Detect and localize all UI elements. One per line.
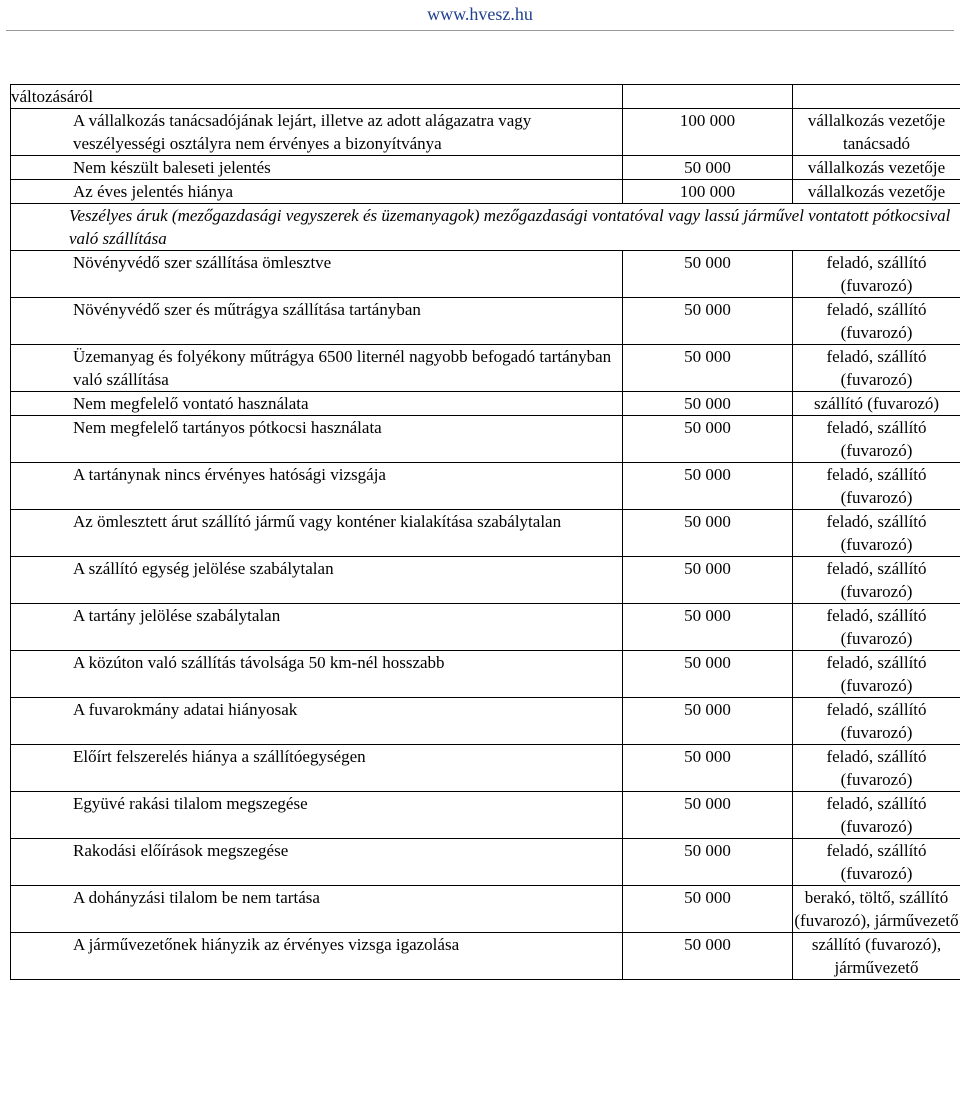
item-number bbox=[11, 557, 73, 580]
item-text bbox=[11, 463, 622, 486]
amount-cell: 50 000 bbox=[623, 251, 793, 298]
item-text bbox=[11, 604, 622, 627]
table-row bbox=[11, 745, 960, 792]
amount-cell: 50 000 bbox=[623, 933, 793, 980]
item-text bbox=[11, 416, 622, 439]
table-row bbox=[11, 604, 960, 651]
item-number bbox=[11, 886, 73, 909]
item-description: A tartánynak nincs érvényes hatósági vizsgája bbox=[73, 465, 386, 484]
description-cell bbox=[11, 109, 623, 156]
continuation-cell bbox=[11, 85, 623, 109]
responsible-cell: szállító (fuvarozó), járművezető bbox=[793, 933, 960, 980]
item-text bbox=[11, 109, 622, 155]
amount-cell: 50 000 bbox=[623, 886, 793, 933]
responsible-cell: feladó, szállító (fuvarozó) bbox=[793, 251, 960, 298]
site-header[interactable]: www.hvesz.hu bbox=[427, 4, 533, 24]
description-cell bbox=[11, 345, 623, 392]
item-text bbox=[11, 933, 622, 956]
table-row bbox=[11, 345, 960, 392]
amount-cell: 50 000 bbox=[623, 557, 793, 604]
item-description: Növényvédő szer és műtrágya szállítása tartányban bbox=[73, 300, 421, 319]
table-row bbox=[11, 933, 960, 980]
amount-cell: 50 000 bbox=[623, 651, 793, 698]
table-row bbox=[11, 392, 960, 416]
description-cell bbox=[11, 416, 623, 463]
item-description: Üzemanyag és folyékony műtrágya 6500 liternél nagyobb befogadó tartányban való szállítása bbox=[73, 347, 612, 389]
responsible-cell: feladó, szállító (fuvarozó) bbox=[793, 651, 960, 698]
item-description: A fuvarokmány adatai hiányosak bbox=[73, 700, 298, 719]
item-description: A szállító egység jelölése szabálytalan bbox=[73, 559, 334, 578]
description-cell bbox=[11, 557, 623, 604]
item-description: A dohányzási tilalom be nem tartása bbox=[73, 888, 320, 907]
table-row bbox=[11, 416, 960, 463]
description-cell bbox=[11, 886, 623, 933]
item-number bbox=[11, 463, 73, 486]
item-text bbox=[11, 251, 622, 274]
item-number bbox=[11, 651, 73, 674]
item-description: A járművezetőnek hiányzik az érvényes vizsga igazolása bbox=[73, 935, 460, 954]
table-row bbox=[11, 839, 960, 886]
item-number bbox=[11, 792, 73, 815]
item-description: A közúton való szállítás távolsága 50 km-nél hosszabb bbox=[73, 653, 445, 672]
item-text bbox=[11, 886, 622, 909]
item-number bbox=[11, 510, 73, 533]
section-heading: Veszélyes áruk (mezőgazdasági vegyszerek és üzemanyagok) mezőgazdasági vontatóval vagy lassú járművel vontatott pótkocsival való szállítása bbox=[69, 206, 951, 248]
item-text bbox=[11, 298, 622, 321]
item-description: Rakodási előírások megszegése bbox=[73, 841, 289, 860]
description-cell bbox=[11, 510, 623, 557]
item-text bbox=[11, 557, 622, 580]
item-number bbox=[11, 180, 73, 203]
amount-cell: 50 000 bbox=[623, 745, 793, 792]
amount-cell: 50 000 bbox=[623, 604, 793, 651]
amount-cell: 50 000 bbox=[623, 298, 793, 345]
item-number bbox=[11, 298, 73, 321]
item-description: Nem megfelelő tartányos pótkocsi használata bbox=[73, 418, 382, 437]
item-text bbox=[11, 698, 622, 721]
responsible-cell: vállalkozás vezetője bbox=[793, 180, 960, 204]
item-number bbox=[11, 604, 73, 627]
table-row bbox=[11, 109, 960, 156]
item-number bbox=[11, 392, 73, 415]
item-description: Nem megfelelő vontató használata bbox=[73, 394, 309, 413]
table-row bbox=[11, 463, 960, 510]
amount-cell: 50 000 bbox=[623, 792, 793, 839]
item-description: Együvé rakási tilalom megszegése bbox=[73, 794, 308, 813]
responsible-cell: feladó, szállító (fuvarozó) bbox=[793, 745, 960, 792]
amount-cell: 50 000 bbox=[623, 156, 793, 180]
table-row bbox=[11, 651, 960, 698]
item-number bbox=[11, 251, 73, 274]
item-number bbox=[11, 156, 73, 179]
description-cell bbox=[11, 463, 623, 510]
item-number bbox=[11, 345, 73, 368]
amount-cell: 50 000 bbox=[623, 416, 793, 463]
responsible-cell: feladó, szállító (fuvarozó) bbox=[793, 698, 960, 745]
responsible-cell: feladó, szállító (fuvarozó) bbox=[793, 557, 960, 604]
item-text bbox=[11, 345, 622, 391]
amount-cell: 50 000 bbox=[623, 839, 793, 886]
description-cell bbox=[11, 180, 623, 204]
responsible-cell: feladó, szállító (fuvarozó) bbox=[793, 604, 960, 651]
penalty-table bbox=[10, 84, 960, 980]
item-number bbox=[11, 745, 73, 768]
description-cell bbox=[11, 156, 623, 180]
item-text bbox=[11, 792, 622, 815]
header-divider bbox=[6, 30, 954, 31]
responsible-cell: feladó, szállító (fuvarozó) bbox=[793, 345, 960, 392]
amount-cell: 50 000 bbox=[623, 698, 793, 745]
amount-cell: 50 000 bbox=[623, 392, 793, 416]
description-cell bbox=[11, 698, 623, 745]
item-text bbox=[11, 651, 622, 674]
item-text bbox=[11, 180, 622, 203]
table-row bbox=[11, 698, 960, 745]
responsible-cell: feladó, szállító (fuvarozó) bbox=[793, 839, 960, 886]
section-heading-cell bbox=[11, 204, 960, 251]
item-text bbox=[11, 745, 622, 768]
responsible-cell: feladó, szállító (fuvarozó) bbox=[793, 416, 960, 463]
item-number bbox=[11, 933, 73, 956]
item-description: Növényvédő szer szállítása ömlesztve bbox=[73, 253, 332, 272]
description-cell bbox=[11, 604, 623, 651]
responsible-cell: vállalkozás vezetője bbox=[793, 156, 960, 180]
description-cell bbox=[11, 933, 623, 980]
item-text bbox=[11, 392, 622, 415]
responsible-cell: feladó, szállító (fuvarozó) bbox=[793, 792, 960, 839]
item-text bbox=[11, 839, 622, 862]
section-row bbox=[11, 204, 960, 251]
description-cell bbox=[11, 839, 623, 886]
continuation-text: változásáról bbox=[11, 87, 94, 106]
item-text bbox=[11, 510, 622, 533]
item-description: Nem készült baleseti jelentés bbox=[73, 158, 271, 177]
table-row bbox=[11, 156, 960, 180]
responsible-cell: feladó, szállító (fuvarozó) bbox=[793, 510, 960, 557]
amount-cell bbox=[623, 85, 793, 109]
item-description: Az éves jelentés hiánya bbox=[73, 182, 234, 201]
responsible-cell: feladó, szállító (fuvarozó) bbox=[793, 463, 960, 510]
table-row bbox=[11, 886, 960, 933]
responsible-cell bbox=[793, 85, 960, 109]
item-number bbox=[11, 839, 73, 862]
amount-cell: 50 000 bbox=[623, 345, 793, 392]
amount-cell: 100 000 bbox=[623, 109, 793, 156]
table-row bbox=[11, 85, 960, 109]
table-row bbox=[11, 251, 960, 298]
table-row bbox=[11, 510, 960, 557]
amount-cell: 50 000 bbox=[623, 463, 793, 510]
item-number bbox=[11, 416, 73, 439]
item-number bbox=[11, 698, 73, 721]
table-row bbox=[11, 557, 960, 604]
table-row bbox=[11, 298, 960, 345]
description-cell bbox=[11, 745, 623, 792]
item-description: A vállalkozás tanácsadójának lejárt, illetve az adott alágazatra vagy veszélyességi osztályra nem érvényes a bizonyítványa bbox=[73, 111, 532, 153]
description-cell bbox=[11, 251, 623, 298]
item-text bbox=[11, 156, 622, 179]
amount-cell: 100 000 bbox=[623, 180, 793, 204]
responsible-cell: vállalkozás vezetője tanácsadó bbox=[793, 109, 960, 156]
item-description: Az ömlesztett árut szállító jármű vagy konténer kialakítása szabálytalan bbox=[73, 512, 562, 531]
amount-cell: 50 000 bbox=[623, 510, 793, 557]
responsible-cell: berakó, töltő, szállító (fuvarozó), járművezető bbox=[793, 886, 960, 933]
responsible-cell: szállító (fuvarozó) bbox=[793, 392, 960, 416]
table-row bbox=[11, 180, 960, 204]
item-description: A tartány jelölése szabálytalan bbox=[73, 606, 281, 625]
table-row bbox=[11, 792, 960, 839]
description-cell bbox=[11, 392, 623, 416]
item-description: Előírt felszerelés hiánya a szállítóegységen bbox=[73, 747, 366, 766]
item-number bbox=[11, 109, 73, 132]
description-cell bbox=[11, 298, 623, 345]
description-cell bbox=[11, 651, 623, 698]
responsible-cell: feladó, szállító (fuvarozó) bbox=[793, 298, 960, 345]
description-cell bbox=[11, 792, 623, 839]
